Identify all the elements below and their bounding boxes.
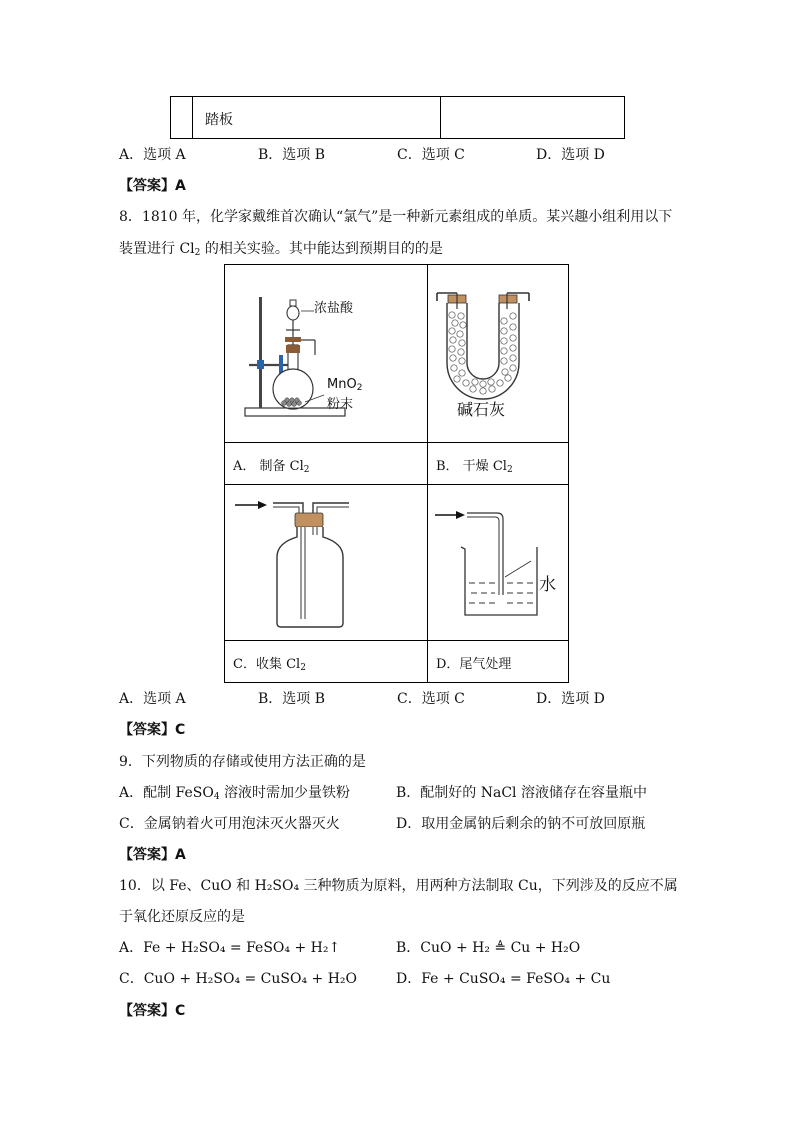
q8-stem-line2-post: 的相关实验。其中能达到预期目的的是: [200, 241, 443, 257]
q9-option-b: B．配制好的 NaCl 溶液储存在容量瓶中: [396, 785, 647, 801]
label-soda-lime: 碱石灰: [457, 400, 506, 419]
label-mno2-sub: 2: [356, 383, 363, 393]
cell-d-text: D．尾气处理: [436, 657, 512, 672]
q7-option-a: A．选项 A: [119, 147, 186, 163]
q10-option-b: B．CuO + H₂ ≜ Cu + H₂O: [396, 940, 581, 956]
cell-c-sub: 2: [300, 663, 306, 673]
label-mno2-text: MnO: [327, 377, 357, 392]
top-table-divider-1: [192, 97, 193, 138]
q8-option-c: C．选项 C: [397, 691, 465, 707]
top-table-cell-text: 踏板: [205, 112, 233, 128]
q7-option-c: C．选项 C: [397, 147, 465, 163]
cell-c-label: [233, 653, 306, 673]
label-conc-hcl: 浓盐酸: [314, 301, 354, 316]
q8-option-b: B．选项 B: [258, 691, 326, 707]
q9-option-a-post: 溶液时需加少量铁粉: [219, 785, 351, 801]
cell-a-sub: 2: [303, 465, 310, 475]
apparatus-c-figure: [233, 491, 413, 631]
label-water: 水: [539, 575, 556, 595]
q8-options: [119, 689, 679, 709]
label-mno2: [327, 377, 362, 393]
cell-d-label: [436, 653, 511, 672]
cell-b-label: [436, 455, 513, 475]
apparatus-b-figure: [435, 285, 535, 405]
q10-answer: 【答案】C: [119, 1003, 186, 1019]
q8-answer: 【答案】C: [119, 722, 186, 738]
q10-option-d: D．Fe + CuSO₄ = FeSO₄ + Cu: [396, 971, 611, 987]
top-table: [170, 96, 625, 139]
label-powder: 粉末: [327, 397, 354, 412]
q7-answer: 【答案】A: [119, 178, 186, 194]
q7-option-b: B．选项 B: [258, 147, 326, 163]
grid-hline-3: [225, 640, 568, 641]
q10-option-a: A．Fe + H₂SO₄ = FeSO₄ + H₂↑: [119, 940, 341, 956]
grid-vline: [427, 265, 428, 682]
q8-stem-line2-pre: 装置进行 Cl: [119, 241, 195, 257]
q7-option-d: D．选项 D: [536, 147, 605, 163]
q8-stem-line2-sub: 2: [194, 248, 201, 258]
q10-stem-line1: 10．以 Fe、CuO 和 H₂SO₄ 三种物质为原料，用两种方法制取 Cu，下列涉及的反应不属: [119, 878, 678, 894]
q9-option-a: [119, 783, 350, 807]
q8-stem-line2: [119, 239, 443, 263]
grid-hline-2: [225, 484, 568, 485]
q9-stem: 9．下列物质的存储或使用方法正确的是: [119, 754, 366, 770]
q8-figure-table: [224, 264, 569, 683]
apparatus-d-figure: [433, 499, 563, 619]
q9-option-a-pre: A．配制 FeSO: [119, 785, 214, 801]
cell-c-text: C．收集 Cl: [233, 657, 301, 672]
q7-options: [119, 145, 679, 165]
q9-option-d: D．取用金属钠后剩余的钠不可放回原瓶: [396, 816, 646, 832]
q8-option-d: D．选项 D: [536, 691, 605, 707]
q9-answer: 【答案】A: [119, 847, 186, 863]
q10-option-c: C．CuO + H₂SO₄ = CuSO₄ + H₂O: [119, 971, 358, 987]
cell-a-text: A． 制备 Cl: [233, 459, 304, 474]
q8-option-a: A．选项 A: [119, 691, 186, 707]
q9-option-c: C．金属钠着火可用泡沫灭火器灭火: [119, 816, 340, 832]
cell-b-text: B． 干燥 Cl: [436, 459, 507, 474]
top-table-divider-2: [440, 97, 441, 138]
q8-stem-line1: 8．1810 年，化学家戴维首次确认“氯气”是一种新元素组成的单质。某兴趣小组利用以下: [119, 209, 673, 225]
q9-option-a-sub: 4: [213, 792, 220, 802]
grid-hline-1: [225, 442, 568, 443]
cell-b-sub: 2: [506, 465, 513, 475]
cell-a-label: [233, 455, 310, 475]
q10-stem-line2: 于氧化还原反应的是: [119, 909, 245, 925]
